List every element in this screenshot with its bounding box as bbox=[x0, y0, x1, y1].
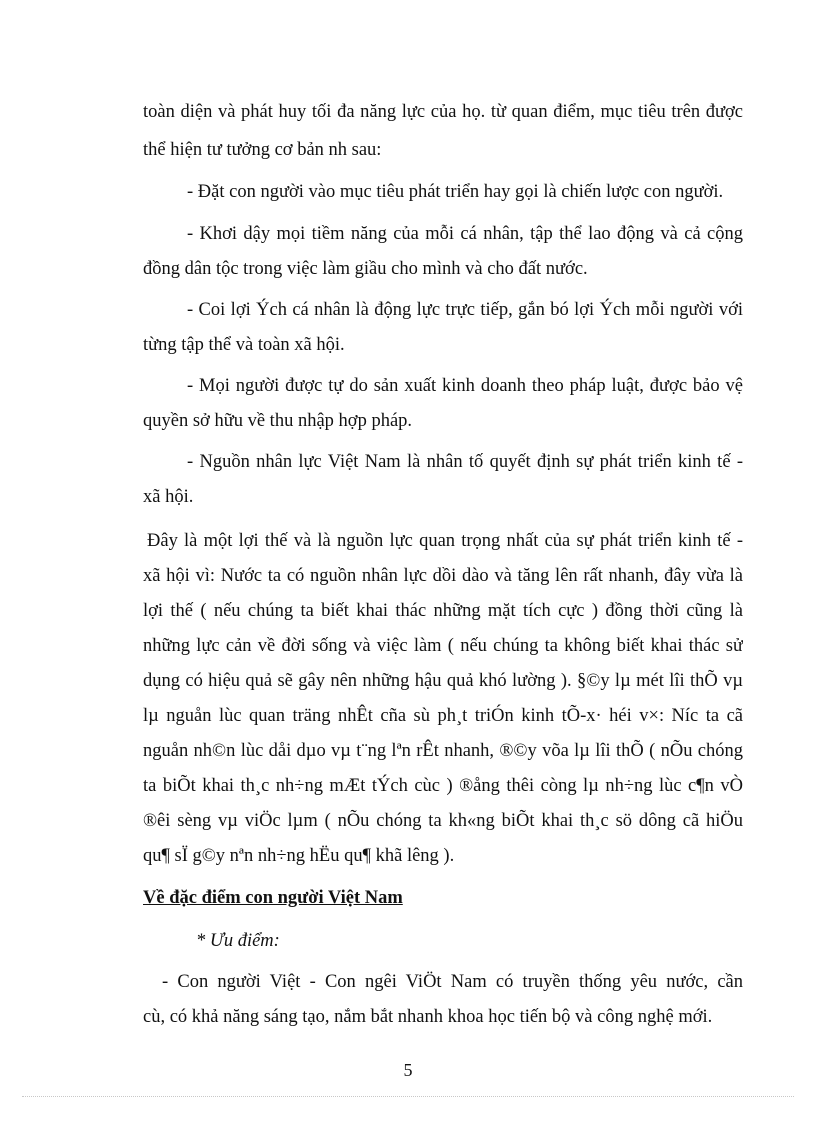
bullet-line: - Đặt con người vào mục tiêu phát triển hay gọi là chiến lược con người. bbox=[187, 182, 724, 202]
body-line: lợi thế ( nếu chúng ta biết khai thác những mặt tích cực ) đồng thời cũng là bbox=[143, 601, 743, 621]
body-line: từng tập thể và toàn xã hội. bbox=[143, 335, 345, 355]
body-line: những lực cản về đời sống và việc làm ( nếu chúng ta không biết khai thác sử bbox=[143, 636, 743, 656]
body-line: Đây là một lợi thế và là nguồn lực quan trọng nhất của sự phát triển kinh tế - bbox=[147, 531, 743, 551]
body-line: cù, có khả năng sáng tạo, nắm bắt nhanh khoa học tiến bộ và công nghệ mới. bbox=[143, 1007, 713, 1027]
garbled-line: ®êi sèng vµ viÖc lµm ( nÕu chóng ta kh«ng biÕt khai th¸c sö dông cã hiÖu bbox=[143, 811, 743, 831]
page-number: 5 bbox=[403, 1060, 413, 1080]
body-line: xã hội. bbox=[143, 487, 194, 507]
garbled-line: qu¶ sÏ g©y nªn nh÷ng hËu qu¶ khã lêng ). bbox=[143, 846, 455, 866]
bullet-line: - Khơi dậy mọi tiềm năng của mỗi cá nhân, tập thể lao động và cả cộng bbox=[187, 224, 743, 244]
bullet-line: - Coi lợi Ých cá nhân là động lực trực tiếp, gắn bó lợi Ých mỗi người với bbox=[187, 300, 743, 320]
subheading-advantages: * Ưu điểm: bbox=[196, 931, 280, 951]
body-line: thể hiện tư tưởng cơ bản nh sau: bbox=[143, 140, 382, 160]
body-line: toàn diện và phát huy tối đa năng lực của họ. từ quan điểm, mục tiêu trên được bbox=[143, 102, 743, 122]
body-line: - Con người Việt - Con ngêi ViÖt Nam có truyền thống yêu nước, cần bbox=[162, 972, 743, 992]
body-line: đồng dân tộc trong việc làm giầu cho mình và cho đất nước. bbox=[143, 259, 588, 279]
garbled-line: lµ nguån lùc quan träng nhÊt cña sù ph¸t triÓn kinh tÕ-x· héi v×: Níc ta cã bbox=[143, 706, 743, 726]
body-line: dụng có hiệu quả sẽ gây nên những hậu quả khó lường ). §©y lµ mét lîi thÕ vµ bbox=[143, 671, 743, 691]
garbled-line: nguån nh©n lùc dåi dµo vµ t¨ng lªn rÊt nhanh, ®©y võa lµ lîi thÕ ( nÕu chóng bbox=[143, 741, 743, 761]
bullet-line: - Nguồn nhân lực Việt Nam là nhân tố quyết định sự phát triển kinh tế - bbox=[187, 452, 743, 472]
footer-divider bbox=[22, 1096, 794, 1097]
body-line: xã hội vì: Nước ta có nguồn nhân lực dồi dào và tăng lên rất nhanh, đây vừa là bbox=[143, 566, 743, 586]
garbled-line: ta biÕt khai th¸c nh÷ng mÆt tÝch cùc ) ®ång thêi còng lµ nh÷ng lùc c¶n vÒ bbox=[143, 776, 743, 796]
section-heading: Về đặc điểm con người Việt Nam bbox=[143, 888, 403, 908]
body-line: quyền sở hữu về thu nhập hợp pháp. bbox=[143, 411, 413, 431]
bullet-line: - Mọi người được tự do sản xuất kinh doanh theo pháp luật, được bảo vệ bbox=[187, 376, 743, 396]
